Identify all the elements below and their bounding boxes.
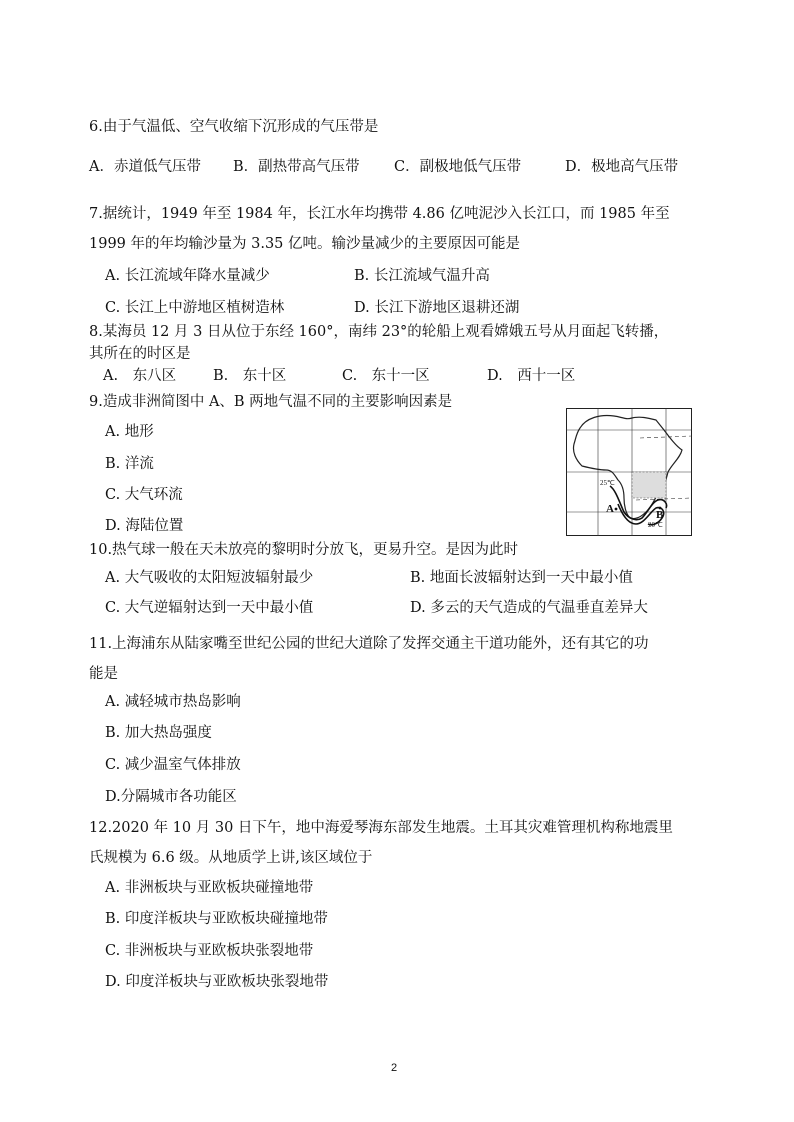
q12-option-d: D. 印度洋板块与亚欧板块张裂地带 [105, 974, 329, 990]
q12-stem-line2: 氏规模为 6.6 级。从地质学上讲,该区域位于 [89, 850, 373, 866]
q7-stem-line2: 1999 年的年均输沙量为 3.35 亿吨。输沙量减少的主要原因可能是 [89, 236, 521, 252]
q10-option-b: B. 地面长波辐射达到一天中最小值 [410, 570, 633, 586]
q11-option-c: C. 减少温室气体排放 [105, 757, 241, 773]
q7-option-c: C. 长江上中游地区植树造林 [105, 300, 285, 316]
q9-option-d: D. 海陆位置 [105, 518, 184, 534]
q11-option-b: B. 加大热岛强度 [105, 725, 212, 741]
map-point-a [615, 508, 618, 511]
q12-option-c: C. 非洲板块与亚欧板块张裂地带 [105, 943, 314, 959]
q7-option-b: B. 长江流域气温升高 [354, 268, 490, 284]
q7-option-d: D. 长江下游地区退耕还湖 [354, 300, 520, 316]
q9-option-b: B. 洋流 [105, 456, 154, 472]
q8-stem-line1: 8.某海员 12 月 3 日从位于东经 160°，南纬 23°的轮船上观看嫦娥五号从月面起飞转播， [89, 324, 669, 340]
q6-option-d: D．极地高气压带 [565, 159, 679, 175]
map-label-20c: 20℃ [648, 521, 663, 529]
q9-stem: 9.造成非洲简图中 A、B 两地气温不同的主要影响因素是 [89, 394, 453, 410]
map-label-a: A [606, 503, 614, 515]
q7-option-a: A. 长江流域年降水量减少 [105, 268, 270, 284]
q10-option-c: C. 大气逆辐射达到一天中最小值 [105, 600, 314, 616]
q8-option-a: A. 东八区 [103, 368, 177, 384]
map-shaded-area [632, 472, 666, 498]
q6-option-a: A．赤道低气压带 [89, 159, 201, 175]
page-number: 2 [391, 1062, 398, 1074]
q11-stem-line2: 能是 [89, 666, 118, 682]
q6-stem: 6.由于气温低、空气收缩下沉形成的气压带是 [89, 119, 379, 135]
q8-option-d: D. 西十一区 [487, 368, 576, 384]
q7-stem-line1: 7.据统计，1949 年至 1984 年，长江水年均携带 4.86 亿吨泥沙入长江口，而 1985 年至 [89, 206, 670, 222]
q6-option-c: C．副极地低气压带 [394, 159, 522, 175]
q8-option-c: C. 东十一区 [342, 368, 430, 384]
map-point-b [659, 507, 662, 510]
africa-sketch-map [566, 408, 692, 536]
q9-option-c: C. 大气环流 [105, 487, 183, 503]
q10-stem: 10.热气球一般在天未放亮的黎明时分放飞，更易升空。是因为此时 [89, 542, 519, 558]
q10-option-d: D. 多云的天气造成的气温垂直差异大 [410, 600, 648, 616]
q11-option-d: D.分隔城市各功能区 [105, 789, 237, 805]
q8-stem-line2: 其所在的时区是 [89, 346, 191, 362]
q12-option-a: A. 非洲板块与亚欧板块碰撞地带 [105, 880, 314, 896]
q8-option-b: B. 东十区 [213, 368, 287, 384]
map-label-25c: 25℃ [600, 479, 615, 487]
q12-stem-line1: 12.2020 年 10 月 30 日下午，地中海爱琴海东部发生地震。土耳其灾难管理机构称地震里 [89, 820, 673, 836]
map-label-b: B [656, 509, 664, 521]
q12-option-b: B. 印度洋板块与亚欧板块碰撞地带 [105, 911, 328, 927]
q9-option-a: A. 地形 [105, 424, 154, 440]
q6-option-b: B．副热带高气压带 [233, 159, 360, 175]
q11-stem-line1: 11.上海浦东从陆家嘴至世纪公园的世纪大道除了发挥交通主干道功能外，还有其它的功 [89, 636, 649, 652]
q10-option-a: A. 大气吸收的太阳短波辐射最少 [105, 570, 314, 586]
q11-option-a: A. 减轻城市热岛影响 [105, 694, 241, 710]
